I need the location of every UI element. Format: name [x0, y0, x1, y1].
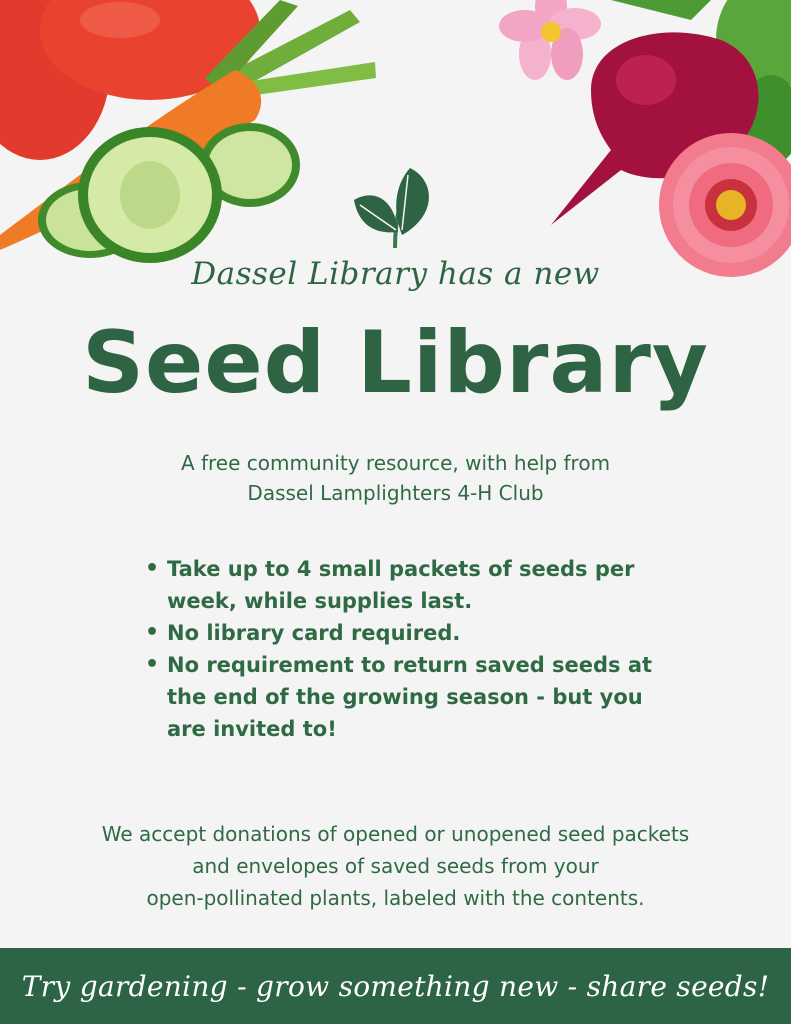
donation-line: We accept donations of opened or unopened seed packets [101, 822, 690, 846]
donation-line: and envelopes of saved seeds from your [192, 854, 599, 878]
rules-list [145, 553, 665, 745]
list-item: • No library card required. [145, 617, 665, 649]
leaf-icon [350, 160, 440, 255]
vegetables-illustration [0, 0, 380, 270]
subtitle-line: Dassel Lamplighters 4-H Club [247, 481, 544, 505]
list-item: • Take up to 4 small packets of seeds per week, while supplies last. [145, 553, 665, 617]
footer-slogan: Try gardening - grow something new - share seeds! [21, 969, 770, 1003]
footer-banner [0, 948, 791, 1024]
donation-info [0, 818, 791, 914]
tagline: Dassel Library has a new [191, 256, 600, 292]
flowers-and-beet-illustration [471, 0, 791, 290]
list-item: • No requirement to return saved seeds at the end of the growing season - but you are invited to! [145, 649, 665, 745]
donation-line: open-pollinated plants, labeled with the contents. [146, 886, 645, 910]
page-title: Seed Library [82, 313, 709, 413]
subtitle-line: A free community resource, with help from [180, 451, 611, 475]
subtitle [0, 448, 791, 508]
